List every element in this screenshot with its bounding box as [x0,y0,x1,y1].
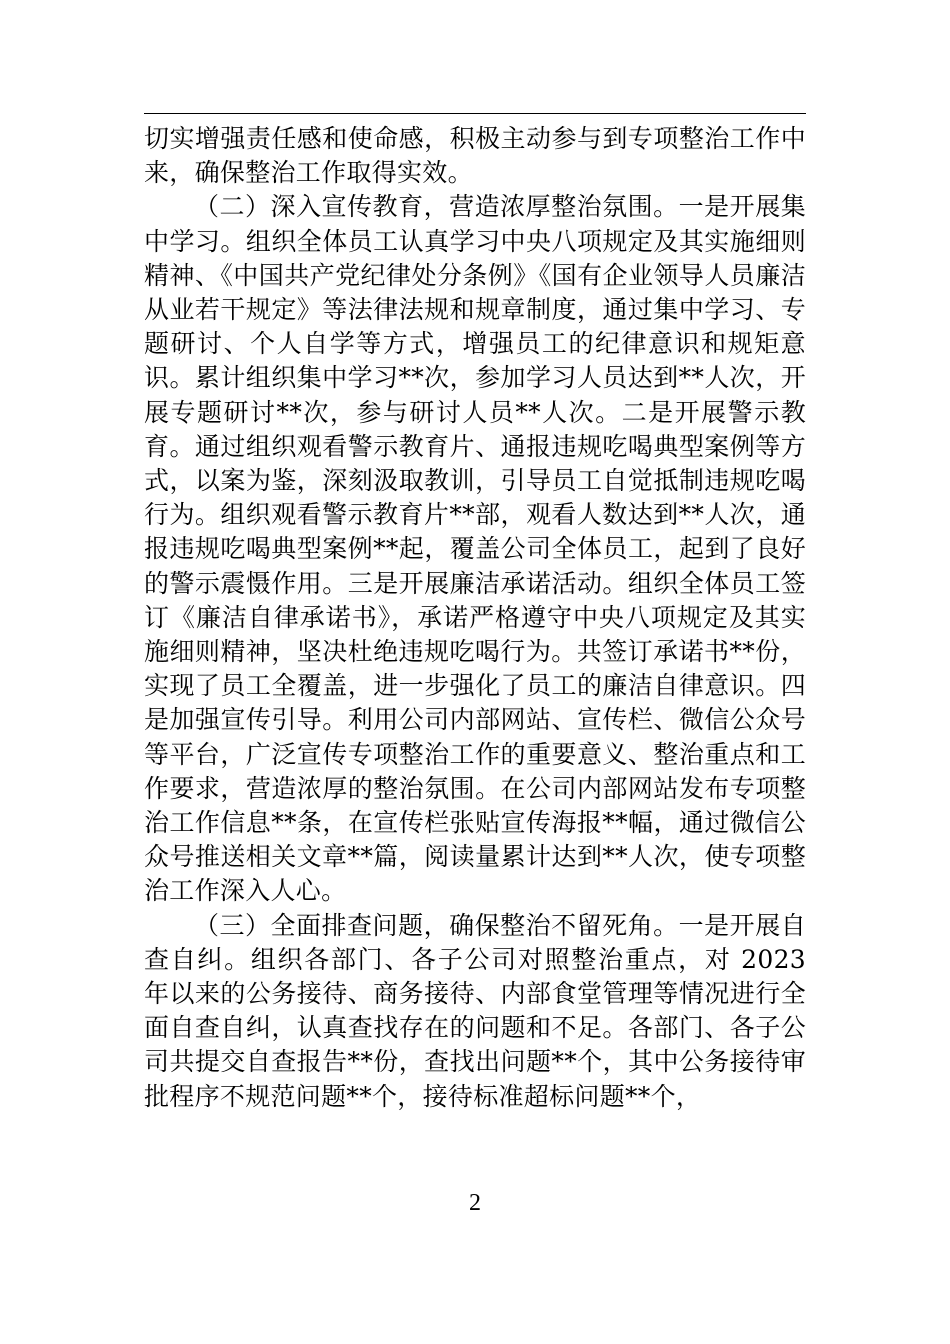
paragraph-publicity-education: （二）深入宣传教育，营造浓厚整治氛围。一是开展集中学习。组织全体员工认真学习中央八项规定及其实施细则精神、《中国共产党纪律处分条例》《国有企业领导人员廉洁从业若干规定》等法律法规和规章制度，通过集中学习、专题研讨、个人自学等方式，增强员工的纪律意识和规矩意识。累计组织集中学习**次，参加学习人员达到**人次，开展专题研讨**次，参与研讨人员**人次。二是开展警示教育。通过组织观看警示教育片、通报违规吃喝典型案例等方式，以案为鉴，深刻汲取教训，引导员工自觉抵制违规吃喝行为。组织观看警示教育片**部，观看人数达到**人次，通报违规吃喝典型案例**起，覆盖公司全体员工，起到了良好的警示震慑作用。三是开展廉洁承诺活动。组织全体员工签订《廉洁自律承诺书》，承诺严格遵守中央八项规定及其实施细则精神，坚决杜绝违规吃喝行为。共签订承诺书**份，实现了员工全覆盖，进一步强化了员工的廉洁自律意识。四是加强宣传引导。利用公司内部网站、宣传栏、微信公众号等平台，广泛宣传专项整治工作的重要意义、整治重点和工作要求，营造浓厚的整治氛围。在公司内部网站发布专项整治工作信息**条，在宣传栏张贴宣传海报**幅，通过微信公众号推送相关文章**篇，阅读量累计达到**人次，使专项整治工作深入人心。 [144,192,806,906]
document-body [144,122,806,1114]
paragraph-continuation: 切实增强责任感和使命感，积极主动参与到专项整治工作中来，确保整治工作取得实效。 [144,124,806,188]
header-rule [144,113,806,114]
page-number: 2 [469,1190,481,1216]
paragraph-problem-inspection: （三）全面排查问题，确保整治不留死角。一是开展自查自纠。组织各部门、各子公司对照整治重点，对 2023 年以来的公务接待、商务接待、内部食堂管理等情况进行全面自查自纠，认真查找存在的问题和不足。各部门、各子公司共提交自查报告**份，查找出问题**个，其中公务接待审批程序不规范问题**个，接待标准超标问题**个， [144,910,806,1111]
